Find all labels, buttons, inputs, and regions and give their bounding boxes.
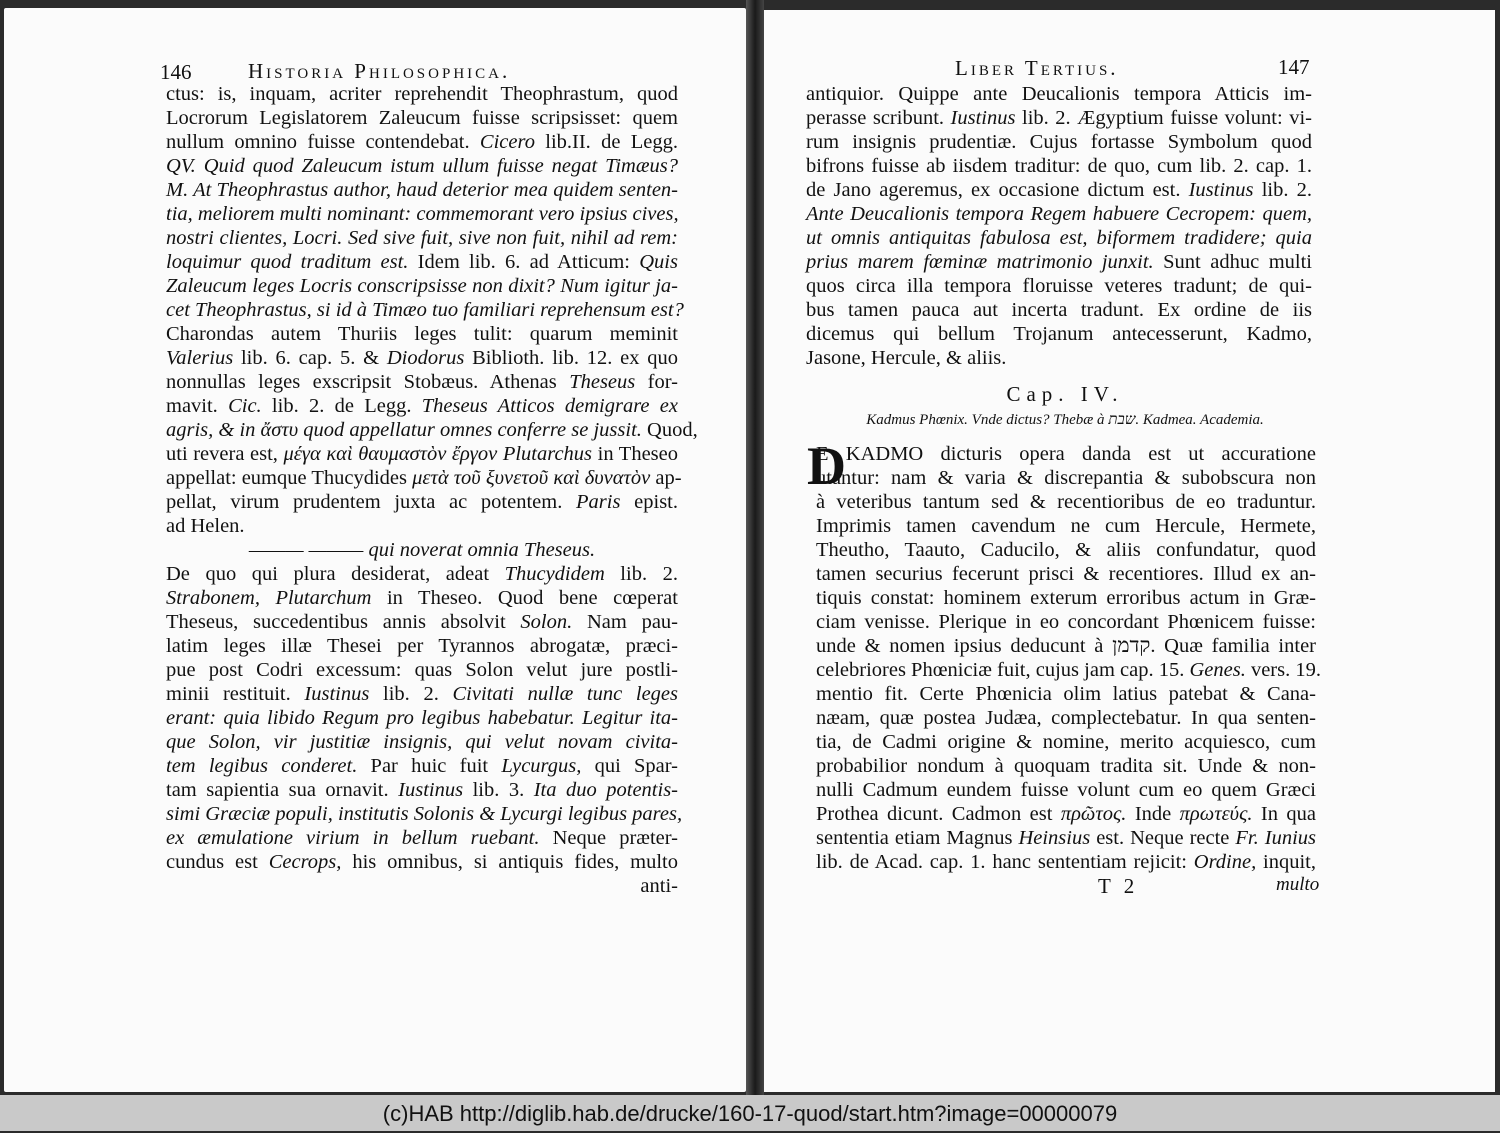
text-segment: rum insignis prudentiæ. Cujus fortasse Symbolum quod (806, 131, 1312, 153)
text-segment: his omnibus, si antiquis fides, multo (341, 851, 678, 873)
italic-segment: Ordine, (1193, 851, 1257, 873)
text-segment: bus tamen pauca aut incerta tradunt. Ex ordine de iis (806, 299, 1312, 321)
italic-segment: cet Theophrastus, si id à Timæo tuo familiari reprehensum est? (166, 299, 684, 321)
text-segment: mentio fit. Certe Phœnicia olim latius patebat & Cana- (816, 683, 1316, 705)
text-line (166, 202, 678, 226)
text-segment: utantur: nam & varia & discrepantia & subobscura non (816, 467, 1316, 489)
text-segment: lib. 2. (1253, 179, 1312, 201)
text-segment: inquit, (1256, 851, 1316, 873)
text-segment: Charondas autem Thuriis leges tulit: quarum meminit (166, 323, 678, 345)
chapter-title: Cap. IV. (1006, 382, 1124, 406)
text-line (166, 826, 678, 850)
italic-segment: M. At Theophrastus author, haud deterior mea quidem senten- (166, 179, 678, 201)
text-line (816, 850, 1316, 874)
text-segment: Nam pau- (572, 611, 678, 633)
italic-segment: Quis (639, 251, 678, 273)
text-line (166, 370, 678, 394)
italic-segment: πρῶτος. (1060, 803, 1127, 825)
text-line (166, 802, 683, 826)
text-segment: E KADMO dicturis opera danda est ut accuratione (816, 443, 1316, 465)
italic-segment: Cic. (228, 395, 262, 417)
text-segment: pue post Codri excessum: quas Solon velut jure postli- (166, 659, 678, 681)
text-segment: Quod, (641, 419, 698, 441)
catchword: multo (1276, 874, 1320, 895)
italic-segment: Heinsius (1018, 827, 1091, 849)
italic-segment: Iustinus (304, 683, 370, 705)
text-line (166, 130, 678, 154)
text-segment: Inde (1126, 803, 1180, 825)
text-segment: lib. de Acad. cap. 1. hanc sententiam rejicit: (816, 851, 1194, 873)
text-line (816, 778, 1316, 802)
text-line (816, 610, 1316, 634)
drop-cap: D (807, 436, 846, 496)
text-segment: lib.II. de Legg. (534, 131, 679, 153)
text-line (816, 634, 1316, 658)
text-segment: ad Helen. (166, 515, 245, 537)
signature-mark: T 2 (1098, 874, 1139, 898)
text-segment: tiquis constat: hominem exterum erroribus actum in Græ- (816, 587, 1316, 609)
text-line (166, 490, 678, 514)
italic-segment: loquimur quod traditum est. (166, 251, 409, 273)
italic-segment: Theseus (569, 371, 636, 393)
italic-segment: tia, meliorem multi nominant: commemorant vero ipsius cives, (166, 203, 679, 225)
text-line (806, 250, 1312, 274)
text-segment: nullum omnino fuisse contendebat. (166, 131, 480, 153)
text-line (806, 202, 1312, 226)
text-line (166, 874, 678, 898)
italic-segment: Iustinus (398, 779, 464, 801)
text-segment: nulli Cadmum eundem fuisse volunt cum eo quem Græci (816, 779, 1316, 801)
text-line (166, 226, 678, 250)
text-line (166, 322, 678, 346)
text-line (816, 538, 1316, 562)
text-line (816, 490, 1316, 514)
text-line (806, 322, 1312, 346)
text-segment: lib. 2. (604, 563, 678, 585)
text-segment: In qua (1252, 803, 1316, 825)
italic-segment: Cecrops, (268, 851, 342, 873)
text-segment: vers. 19. (1245, 659, 1321, 681)
text-segment: antiquior. Quippe ante Deucalionis tempora Atticis im- (806, 83, 1312, 105)
text-line (166, 850, 678, 874)
text-segment: Sunt adhuc multi (1153, 251, 1312, 273)
text-line (806, 346, 1312, 370)
italic-segment: Diodorus (386, 347, 465, 369)
text-line (166, 514, 678, 538)
text-line (166, 250, 678, 274)
text-line (816, 802, 1316, 826)
text-segment: qui Spar- (581, 755, 678, 777)
text-line (166, 658, 678, 682)
italic-segment: μετὰ τοῦ ξυνετοῦ καὶ δυνατὸν (412, 467, 651, 489)
text-segment: lib. 3. (463, 779, 534, 801)
text-segment: Theseus, succedentibus annis absolvit (166, 611, 521, 633)
text-line (816, 586, 1316, 610)
text-segment: lib. 2. Ægyptium fuisse volunt: vi- (1015, 107, 1312, 129)
text-line (806, 154, 1312, 178)
text-line (806, 82, 1312, 106)
text-segment: minii restituit. (166, 683, 305, 705)
text-segment: tamen securius fecerunt prisci & recentiores. Illud ex an- (816, 563, 1316, 585)
text-segment: Prothea dicunt. Cadmon est (816, 803, 1061, 825)
text-line (816, 658, 1321, 682)
italic-segment: simi Græciæ populi, institutis Solonis & Lycurgi legibus pares, (166, 803, 683, 825)
text-segment: De quo qui plura desiderat, adeat (166, 563, 505, 585)
italic-segment: ex æmulatione virium in bellum ruebant. (166, 827, 540, 849)
italic-segment: QV. Quid quod Zaleucum istum ullum fuisse negat Timæus? (166, 155, 678, 177)
italic-segment: agris, & in ἄστυ quod appellatur omnes conferre se jussit. (166, 419, 642, 441)
text-segment: cundus est (166, 851, 269, 873)
text-segment: uti revera est, (166, 443, 284, 465)
text-line (166, 466, 682, 490)
text-line (816, 754, 1316, 778)
text-segment: Idem lib. 6. ad Atticum: (408, 251, 640, 273)
text-segment: est. Neque recte (1090, 827, 1236, 849)
text-line (166, 610, 678, 634)
italic-segment: Strabonem, Plutarchum (166, 587, 372, 609)
text-segment: Neque præter- (539, 827, 678, 849)
italic-segment: Ita duo potentis- (533, 779, 679, 801)
text-segment: sententia etiam Magnus (816, 827, 1019, 849)
text-line (166, 82, 678, 106)
text-line (816, 706, 1316, 730)
text-line (166, 682, 678, 706)
text-segment: lib. 2. de Legg. (261, 395, 422, 417)
italic-segment: Iustinus (950, 107, 1016, 129)
text-segment: lib. 6. cap. 5. & (233, 347, 387, 369)
text-segment: lib. 2. (369, 683, 453, 705)
text-line (166, 106, 678, 130)
text-segment: tia, de Cadmi origine & nomine, merito acquiesco, cum (816, 731, 1316, 753)
text-segment: for- (635, 371, 678, 393)
text-segment: Locrorum Legislatorem Zaleucum fuisse scripsisset: quem (166, 107, 678, 129)
text-line (166, 562, 678, 586)
text-segment: Biblioth. lib. 12. ex quo (464, 347, 678, 369)
left-running-head: Historia Philosophica. (248, 59, 511, 83)
text-line (816, 826, 1316, 850)
text-segment: Par huic fuit (357, 755, 502, 777)
text-segment: dicemus qui bellum Trojanum antecesserunt, Kadmo, (806, 323, 1312, 345)
text-line (166, 778, 678, 802)
italic-segment: Ante Deucalionis tempora Regem habuere Cecropem: quem, (806, 203, 1312, 225)
left-page-number: 146 (160, 60, 192, 84)
text-segment: Theutho, Taauto, Caducilo, & aliis confundatur, quod (816, 539, 1316, 561)
text-line (806, 130, 1312, 154)
chapter-summary: Kadmus Phœnix. Vnde dictus? Thebæ à שבת. Kadmea. Academia. (866, 412, 1264, 428)
text-line (166, 442, 678, 466)
italic-segment: nostri clientes, Locri. Sed sive fuit, sive non fuit, nihil ad rem: (166, 227, 678, 249)
italic-segment: Valerius (166, 347, 234, 369)
text-segment: Jasone, Hercule, & aliis. (806, 347, 1007, 369)
text-line (816, 442, 1316, 466)
text-line (806, 178, 1312, 202)
text-segment: à veteribus tantum sed & recentioribus de eo traduntur. (816, 491, 1316, 513)
text-segment: pellat, virum prudentem juxta ac potentem. (166, 491, 577, 513)
italic-segment: prius marem fœminæ matrimonio junxit. (806, 251, 1154, 273)
italic-segment: que Solon, vir justitiæ insignis, qui velut novam civita- (166, 731, 678, 753)
text-line (166, 586, 678, 610)
text-segment: unde & nomen ipsius deducunt à קדמן. Quæ familia inter (816, 635, 1316, 657)
text-line (166, 634, 678, 658)
text-segment: næam, quæ postea Judæa, complectebatur. In qua senten- (816, 707, 1316, 729)
text-segment: tam sapientia sua ornavit. (166, 779, 399, 801)
text-segment: perasse scribunt. (806, 107, 951, 129)
text-line (816, 562, 1316, 586)
text-line (166, 538, 678, 562)
text-line (166, 154, 678, 178)
text-line (806, 106, 1312, 130)
text-segment: nonnullas leges exscripsit Stobæus. Athenas (166, 371, 570, 393)
italic-segment: πρωτεύς. (1179, 803, 1253, 825)
italic-segment: Fr. Iunius (1235, 827, 1317, 849)
italic-segment: erant: quia libido Regum pro legibus habebatur. Legitur ita- (166, 707, 678, 729)
italic-segment: Genes. (1189, 659, 1246, 681)
text-line (166, 346, 678, 370)
text-segment: anti- (640, 875, 678, 897)
text-segment: ctus: is, inquam, acriter reprehendit Theophrastum, quod (166, 83, 678, 105)
italic-segment: Zaleucum leges Locris conscripsisse non dixit? Num igitur ja- (166, 275, 678, 297)
text-segment: bifrons fuisse ab iisdem traditur: de quo, cum lib. 2. cap. 1. (806, 155, 1312, 177)
text-segment: in Theseo (592, 443, 678, 465)
text-line (166, 754, 678, 778)
text-line (806, 298, 1312, 322)
text-line (816, 730, 1316, 754)
text-line (166, 298, 684, 322)
text-line (166, 706, 678, 730)
text-line (816, 682, 1316, 706)
book-gutter (746, 0, 764, 1095)
left-page-text (166, 82, 698, 898)
text-segment: ciam venisse. Plerique in eo concordant Phœnicem fuisse: (816, 611, 1316, 633)
italic-segment: Iustinus (1188, 179, 1254, 201)
italic-segment: Lycurgus, (501, 755, 582, 777)
italic-segment: ——— ——— qui noverat omnia Theseus. (248, 539, 596, 561)
italic-segment: ut omnis antiquitas fabulosa est, biformem tradidere; quia (806, 227, 1312, 249)
text-line (166, 394, 678, 418)
text-segment: celebriores Phœniciæ fuit, cujus jam cap. 15. (816, 659, 1190, 681)
text-segment: in Theseo. Quod bene cœperat (371, 587, 678, 609)
text-segment: de Jano ageremus, ex occasione dictum est. (806, 179, 1189, 201)
text-line (166, 178, 678, 202)
text-segment: Imprimis tamen cavendum ne cum Hercule, Hermete, (816, 515, 1316, 537)
italic-segment: μέγα καὶ θαυμαστὸν ἔργον Plutarchus (283, 443, 593, 465)
text-line (806, 274, 1312, 298)
italic-segment: Thucydidem (504, 563, 605, 585)
text-segment: probabilior nondum à quoquam tradita sit. Unde & non- (816, 755, 1316, 777)
text-segment: latim leges illæ Thesei per Tyrannos abrogatæ, præci- (166, 635, 678, 657)
italic-segment: Theseus Atticos demigrare ex (421, 395, 678, 417)
text-segment: appellat: eumque Thucydides (166, 467, 413, 489)
italic-segment: Solon. (520, 611, 573, 633)
italic-segment: Civitati nullæ tunc leges (452, 683, 678, 705)
text-line (166, 274, 678, 298)
right-running-head: Liber Tertius. (955, 56, 1119, 80)
copyright-footer: (c)HAB http://diglib.hab.de/drucke/160-17-quod/start.htm?image=00000079 (0, 1095, 1500, 1131)
italic-segment: Paris (576, 491, 621, 513)
text-line (806, 226, 1312, 250)
text-line (816, 514, 1316, 538)
text-line (166, 730, 678, 754)
right-page-text-top (806, 82, 1312, 370)
right-page-number: 147 (1278, 55, 1310, 79)
italic-segment: Cicero (479, 131, 535, 153)
italic-segment: tem legibus conderet. (166, 755, 358, 777)
chapter-text (816, 442, 1321, 874)
text-line (816, 466, 1316, 490)
text-segment: epist. (620, 491, 679, 513)
text-segment: mavit. (166, 395, 229, 417)
text-segment: ap- (650, 467, 682, 489)
text-line (166, 418, 698, 442)
text-segment: quos circa illa tempora floruisse veteres tradunt; de qui- (806, 275, 1312, 297)
